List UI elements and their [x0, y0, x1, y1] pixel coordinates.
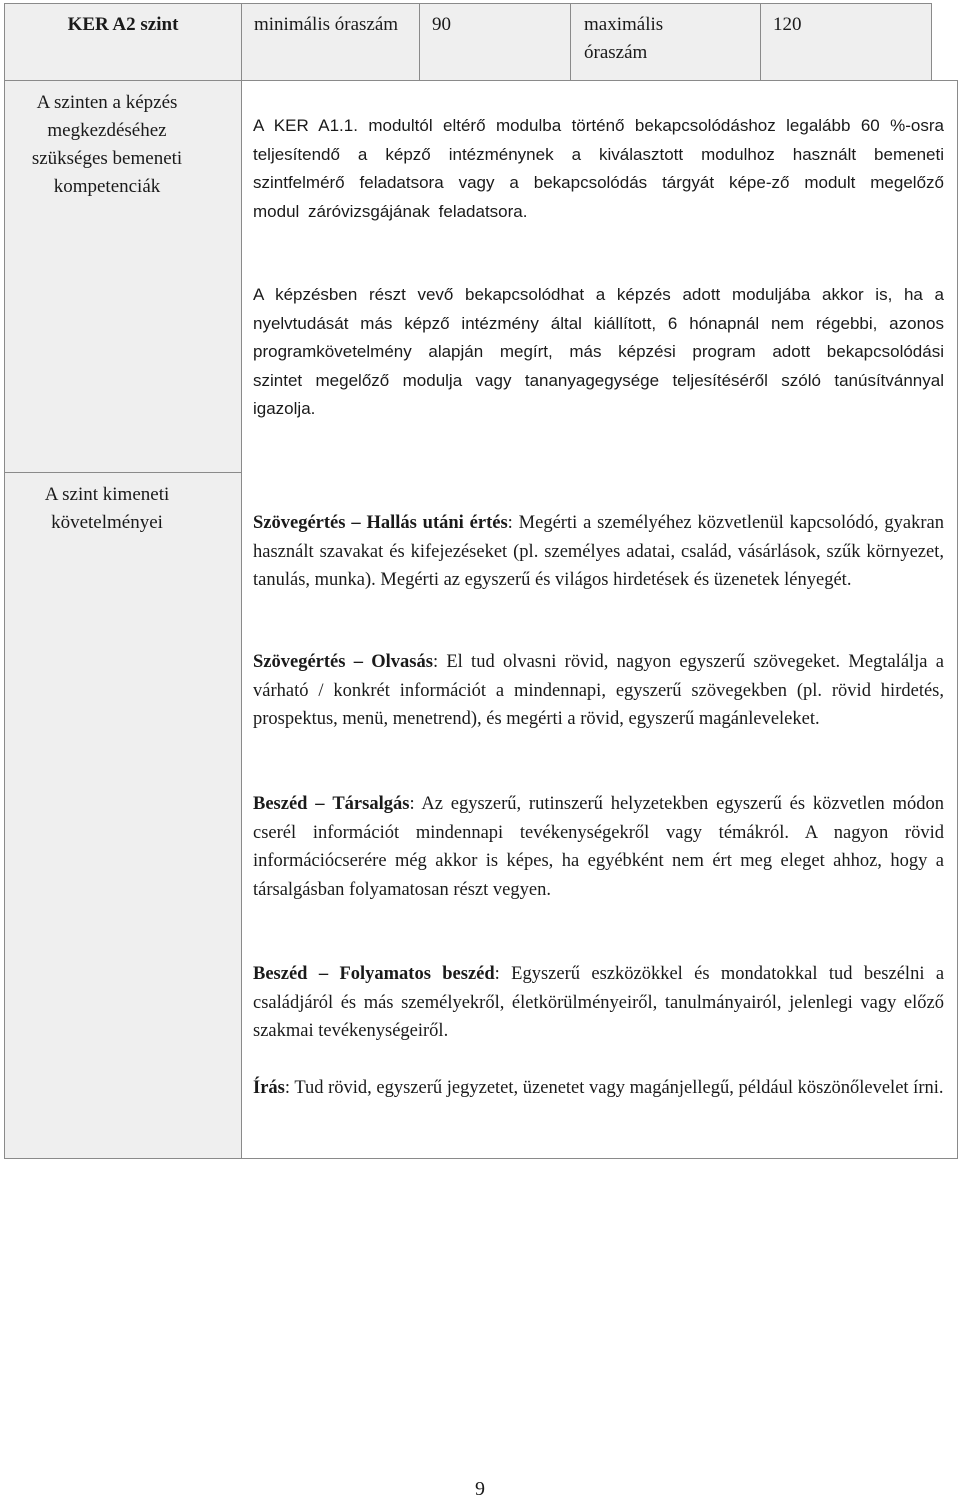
skill-heading: Beszéd [253, 964, 308, 984]
skill-subheading: Társalgás [332, 794, 410, 814]
skill-heading: Szövegértés [253, 652, 346, 672]
row-divider [4, 472, 241, 473]
skill-reading [253, 648, 944, 734]
header-bottom-border [4, 80, 958, 81]
header-divider-2 [570, 3, 571, 81]
header-divider-3 [760, 3, 761, 81]
min-hours-label: minimális óraszám [254, 14, 399, 35]
entry-competencies-label: A szinten a képzés megkezdéséhez szükséges bemeneti kompetenciák [31, 92, 183, 197]
label-column-background [5, 80, 241, 1158]
header-right-border [931, 3, 932, 81]
label-column-border [241, 3, 242, 1159]
skill-writing [253, 1074, 944, 1103]
skill-dash: – [315, 794, 325, 814]
header-divider-1 [419, 3, 420, 81]
skill-colon: : [494, 964, 500, 984]
table-bottom-border [4, 1158, 958, 1159]
skill-speech [253, 960, 944, 1046]
output-requirements-label: A szint kimeneti követelményei [44, 484, 170, 533]
skill-subheading: Folyamatos beszéd [339, 964, 495, 984]
skill-text: El tud olvasni rövid, nagyon egyszerű szövegeket. Megtalálja a várható / konkrét információt a mindennapi, egyszerű szövegekben (pl. rövid hirdetés, prospektus, menü, menetrend), és megérti a rövid, egyszerű magánleveleket. [253, 652, 944, 730]
entry-paragraph-1: A KER A1.1. modultól eltérő modulba történő bekapcsolódáshoz legalább 60 %-osra teljesítendő a képző intézménynek a kiválasztott modulhoz használt bemeneti szintfelmérő feladatsora vagy a bekapcsolódás tárgyát képe-ző modult megelőző modul záróvizsgájának feladatsora. [253, 116, 944, 221]
table-left-border [4, 3, 5, 1159]
max-hours-value: 120 [773, 14, 802, 35]
skill-text: Egyszerű eszközökkel és mondatokkal tud beszélni a családjáról és más személyekről, életkörülményeiről, tanulmányairól, jelenlegi vagy előző szakmai tevékenységeiről. [253, 964, 945, 1042]
skill-heading: Írás [253, 1078, 285, 1098]
table-top-border [4, 3, 932, 4]
skill-subheading: Olvasás [371, 652, 433, 672]
skill-colon: : [507, 513, 513, 533]
level-title: KER A2 szint [67, 14, 179, 35]
skill-text: Az egyszerű, rutinszerű helyzetekben egyszerű és közvetlen módon cserél információt mindennapi tevékenységekről vagy témákról. A nagyon rövid információcserére még akkor is képes, ha egyébként nem ért meg eleget ahhoz, hogy a társalgásban folyamatosan részt vegyen. [253, 794, 944, 900]
min-hours-value: 90 [432, 14, 451, 35]
skill-dash: – [318, 964, 329, 984]
skill-listening [253, 509, 944, 595]
skill-subheading: Hallás utáni értés [366, 513, 508, 533]
skill-dash: – [353, 652, 363, 672]
skill-heading: Beszéd [253, 794, 308, 814]
skill-colon: : [432, 652, 439, 672]
skill-colon: : [284, 1078, 291, 1098]
entry-paragraph-2: A képzésben részt vevő bekapcsolódhat a képzés adott moduljába akkor is, ha a nyelvtudását más képző intézmény által kiállított, 6 hónapnál nem régebbi, azonos programkövetelmény alapján megírt, más képzési program adott bekapcsolódási szintet megelőző modulja vagy tananyagegysége teljesítéséről szóló tanúsítvánnyal igazolja. [253, 285, 944, 419]
page-number: 9 [475, 1478, 485, 1500]
skill-text: Tud rövid, egyszerű jegyzetet, üzenetet vagy magánjellegű, például köszönőlevelet írni. [294, 1078, 944, 1098]
skill-colon: : [409, 794, 415, 814]
table-right-border [957, 80, 958, 1159]
skill-dash: – [351, 513, 361, 533]
skill-text: Megérti a személyéhez közvetlenül kapcsolódó, gyakran használt szavakat és kifejezéseket (pl. személyes adatai, család, vásárlások, szűk környezet, tanulás, munka). Megérti az egyszerű és világos hirdetések és üzenetek lényegét. [253, 513, 944, 591]
skill-conversation [253, 790, 944, 904]
max-hours-label: maximális óraszám [584, 14, 664, 63]
skill-heading: Szövegértés [253, 513, 346, 533]
